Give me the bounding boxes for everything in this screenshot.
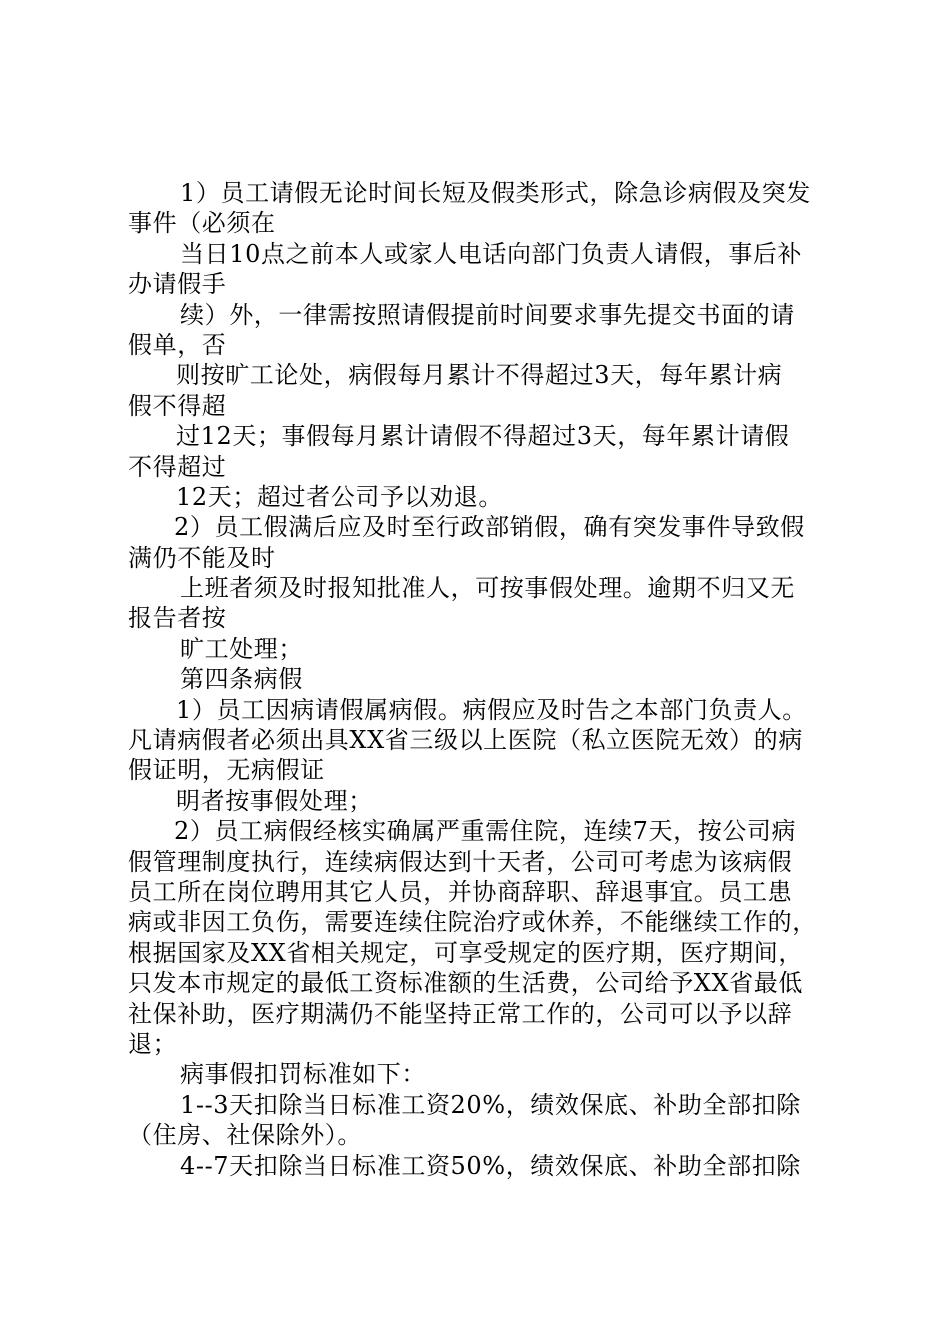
- document-line: 社保补助，医疗期满仍不能坚持正常工作的，公司可以予以辞: [128, 999, 793, 1028]
- document-line: 2）员工假满后应及时至行政部销假，确有突发事件导致假: [174, 513, 805, 542]
- document-line: 办请假手: [128, 270, 227, 299]
- document-line: 假管理制度执行，连续病假达到十天者，公司可考虑为该病假: [128, 847, 793, 876]
- document-line: 续）外，一律需按照请假提前时间要求事先提交书面的请: [180, 300, 795, 329]
- document-line: 病或非因工负伤，需要连续住院治疗或休养，不能继续工作的，: [128, 908, 817, 937]
- document-line: 报告者按: [128, 604, 227, 633]
- document-line: （住房、社保除外）。: [128, 1121, 362, 1150]
- document-line: 员工所在岗位聘用其它人员，并协商辞职、辞退事宜。员工患: [128, 877, 793, 906]
- document-line: 凡请病假者必须出具XX省三级以上医院（私立医院无效）的病: [128, 726, 803, 755]
- document-line: 病事假扣罚标准如下：: [180, 1060, 426, 1089]
- document-line: 第四条病假: [180, 665, 303, 694]
- document-line: 过12天；事假每月累计请假不得超过3天，每年累计请假: [176, 422, 790, 451]
- document-line: 不得超过: [128, 452, 227, 481]
- document-line: 只发本市规定的最低工资标准额的生活费，公司给予XX省最低: [128, 969, 803, 998]
- document-line: 1）员工请假无论时间长短及假类形式，除急诊病假及突发: [180, 179, 811, 207]
- document-line: 4--7天扣除当日标准工资50%，绩效保底、补助全部扣除: [180, 1151, 801, 1180]
- document-line: 满仍不能及时: [128, 543, 276, 572]
- document-line: 根据国家及XX省相关规定，可享受规定的医疗期，医疗期间，: [128, 938, 803, 967]
- document-line: 当日10点之前本人或家人电话向部门负责人请假，事后补: [180, 239, 803, 268]
- document-line: 上班者须及时报知批准人，可按事假处理。逾期不归又无: [180, 574, 795, 603]
- document-line: 假证明，无病假证: [128, 756, 325, 785]
- document-line: 假不得超: [128, 391, 227, 420]
- document-line: 事件（必须在: [128, 209, 276, 238]
- document-line: 1--3天扣除当日标准工资20%，绩效保底、补助全部扣除: [180, 1090, 801, 1119]
- document-line: 旷工处理；: [180, 634, 303, 663]
- document-line: 假单，否: [128, 330, 227, 359]
- document-line: 12天；超过者公司予以劝退。: [176, 482, 503, 511]
- document-line: 明者按事假处理；: [176, 786, 373, 815]
- document-line: 1）员工因病请假属病假。病假应及时告之本部门负责人。: [176, 695, 807, 724]
- document-line: 2）员工病假经核实确属严重需住院，连续7天，按公司病: [174, 817, 797, 846]
- document-line: 退；: [128, 1029, 178, 1058]
- document-line: 则按旷工论处，病假每月累计不得超过3天，每年累计病: [176, 361, 783, 390]
- document-body: [128, 178, 838, 1181]
